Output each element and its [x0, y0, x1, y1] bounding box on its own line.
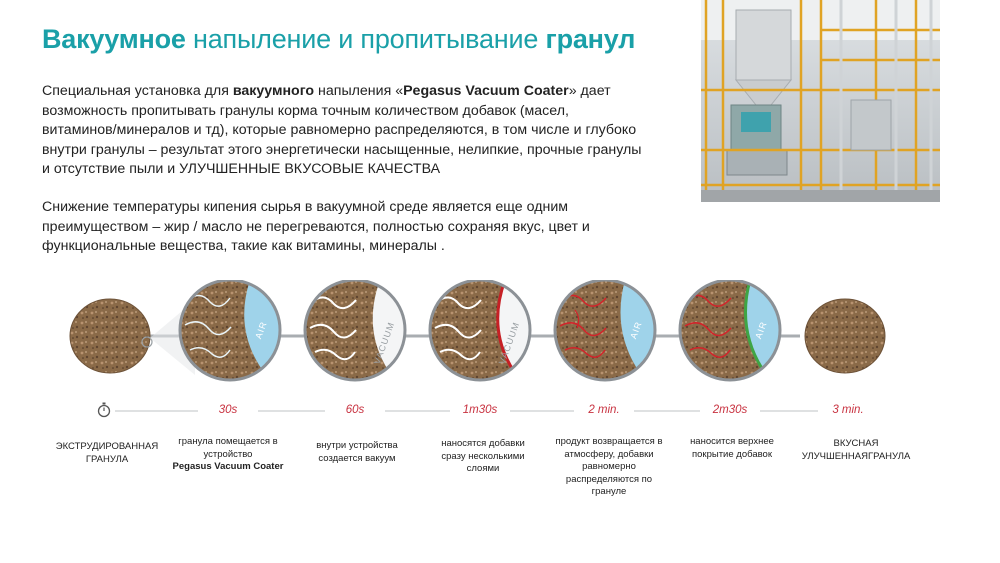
factory-photo [701, 0, 940, 202]
stage-circle-1 [180, 280, 300, 380]
raw-pellet-icon [70, 299, 195, 375]
label-air-1: AIR [253, 319, 269, 341]
p1-text-2: напыления « [314, 83, 404, 99]
time-60s: 60s [325, 404, 385, 416]
page-title [42, 24, 635, 55]
time-2min: 2 min. [574, 404, 634, 416]
stage-circle-2 [305, 280, 430, 380]
stage-circle-4 [555, 280, 680, 380]
p1-bold-vacuum: вакуумного [232, 83, 315, 99]
title-normal: напыление и пропитывание [185, 24, 546, 54]
label-air-2: AIR [628, 319, 644, 341]
step-5-label: наносится верхнее покрытие добавок [690, 436, 774, 460]
label-vacuum-2: VACUUM [496, 320, 522, 366]
time-3min: 3 min. [818, 404, 878, 416]
step-3-label: наносятся добавки сразу несколькими слоями [441, 438, 525, 474]
step-2-label: внутри устройства создается вакуум [316, 440, 398, 464]
stage-circle-3 [430, 280, 555, 380]
time-1m30s: 1m30s [450, 404, 510, 416]
title-bold-2: гранул [545, 24, 636, 54]
step-6-label: ВКУСНАЯ УЛУЧШЕННАЯГРАНУЛА [801, 438, 911, 462]
step-1-label: гранула помещается в устройство Pegasus Vacuum Coater [172, 436, 284, 472]
time-2m30s: 2m30s [700, 404, 760, 416]
p1-bold-product: Pegasus Vacuum Coater [403, 83, 569, 99]
coated-pellet-icon [805, 299, 885, 373]
stopwatch-icon [99, 403, 110, 417]
step-0-label: ЭКСТРУДИРОВАННАЯ ГРАНУЛА [55, 441, 159, 465]
label-air-3: AIR [753, 319, 769, 341]
factory-illustration [701, 0, 940, 202]
intro-paragraph [42, 82, 642, 180]
title-bold-1: Вакуумное [42, 24, 186, 54]
step-4-label: продукт возвращается в атмосферу, добавки равномерно распределяются по грануле [555, 436, 663, 497]
process-timeline [0, 280, 1000, 520]
stage-circle-5 [680, 280, 805, 380]
time-30s: 30s [198, 404, 258, 416]
p1-text-1: Специальная установка для [42, 83, 233, 99]
label-vacuum-1: VACUUM [371, 320, 397, 366]
benefit-paragraph: Снижение температуры кипения сырья в вакуумной среде является еще одним преимуществом – жир / масло не перегреваются, полностью сохраняя вкус, цвет и функциональные вещества, такие как витамины, минералы . [42, 199, 590, 254]
p1-text-3: » дает возможность пропитывать гранулы корма точным количеством добавок (масел, витаминов/минералов и тд), которые равномерно распределяются, в том числе и глубоко внутри гранулы – результат этого энергетически насыщенные, нелипкие, прочные гранулы и отсутствие пыли и УЛУЧШЕННЫЕ ВКУСОВЫЕ КАЧЕСТВА [42, 83, 642, 177]
